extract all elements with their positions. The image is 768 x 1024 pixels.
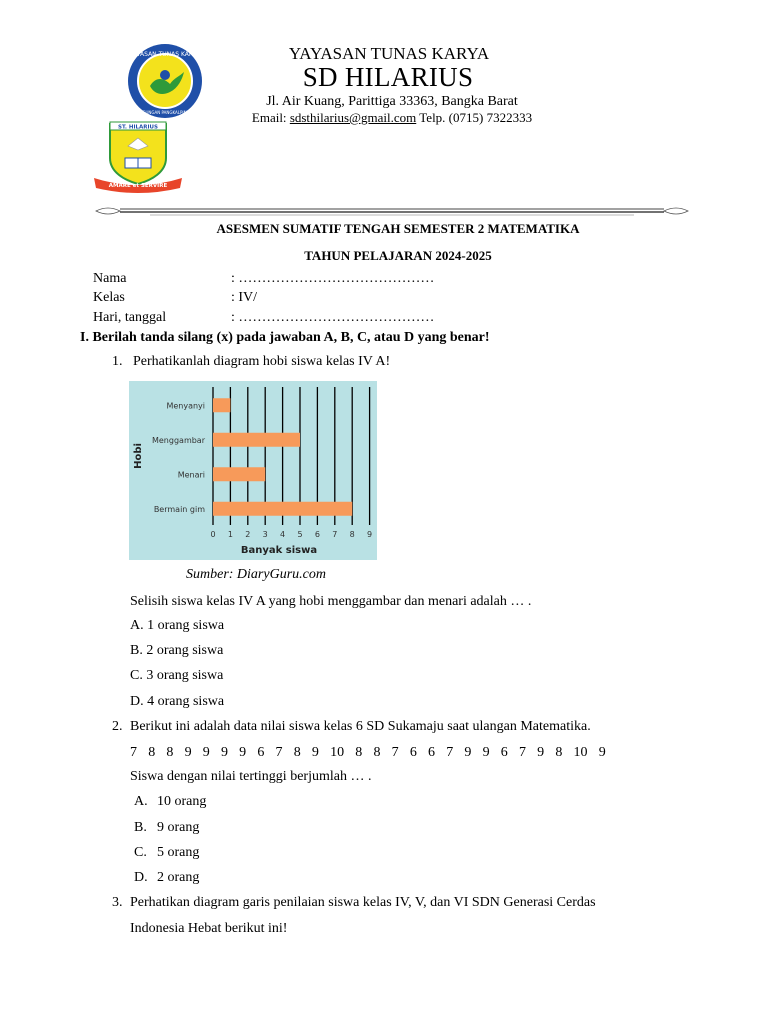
category-label: Menari [177,470,205,480]
field-value-date[interactable]: : …………………………………… [231,310,435,325]
q2-option-a[interactable]: 10 orang [157,794,207,809]
q2-value: 9 [184,745,192,760]
q2-value: 8 [373,745,381,760]
logo2-motto-text: AMARE et SERVIRE [108,183,168,189]
field-value-name[interactable]: : …………………………………… [231,271,435,286]
field-label-date: Hari, tanggal [93,310,167,325]
q2-value: 7 [275,745,283,760]
chart-source: Sumber: DiaryGuru.com [186,567,326,582]
q2-value: 8 [293,745,301,760]
category-label: Menggambar [151,435,205,445]
q2-value: 9 [464,745,472,760]
x-tick-label: 9 [367,530,373,539]
bar-menari [213,467,265,481]
hobby-chart [129,381,377,560]
email-link[interactable]: sdsthilarius@gmail.com [289,110,417,125]
logo2-banner-text: ST. HILARIUS [117,124,159,131]
q1-option-a[interactable]: A. 1 orang siswa [130,618,225,633]
q2-value: 9 [311,745,319,760]
hobby-chart-svg [129,381,377,560]
bar-bermain-gim [213,502,352,516]
q2-option-a-letter: A. [134,794,148,809]
q2-value: 9 [598,745,606,760]
q2-value: 6 [409,745,417,760]
q1-question: Selisih siswa kelas IV A yang hobi menggambar dan menari adalah … . [130,594,532,609]
q2-number: 2. [112,719,123,734]
q2-value: 8 [166,745,174,760]
bar-menyanyi [213,398,230,412]
x-tick-label: 2 [245,530,251,539]
q2-value: 8 [555,745,563,760]
q2-question: Siswa dengan nilai tertinggi berjumlah … . [130,769,372,784]
section-instruction: I. Berilah tanda silang (x) pada jawaban A, B, C, atau D yang benar! [80,330,490,345]
q2-values [130,745,617,761]
q2-stem: Berikut ini adalah data nilai siswa kelas 6 SD Sukamaju saat ulangan Matematika. [130,719,591,734]
q1-stem: Perhatikanlah diagram hobi siswa kelas IV A! [133,354,391,369]
q2-value: 9 [239,745,247,760]
y-axis-label: Hobi [133,443,144,469]
organization-name: YAYASAN TUNAS KARYA [288,44,490,63]
category-label: Menyanyi [166,401,205,411]
hilarius-logo [92,118,184,194]
q1-number: 1. [112,354,123,369]
q2-value: 6 [500,745,508,760]
email-label: Email: [251,110,290,125]
phone-text: Telp. (0715) 7322333 [416,110,533,125]
q2-value: 7 [446,745,454,760]
q2-value: 6 [428,745,435,760]
q1-option-b[interactable]: B. 2 orang siswa [130,643,224,658]
academic-year: TAHUN PELAJARAN 2024-2025 [304,248,492,263]
field-label-name: Nama [93,271,127,286]
q1-option-d[interactable]: D. 4 orang siswa [130,694,225,709]
category-label: Bermain gim [153,504,205,514]
q3-line2: Indonesia Hebat berikut ini! [130,921,288,936]
x-tick-label: 5 [297,530,303,539]
q2-value: 9 [537,745,545,760]
q2-value: 7 [391,745,399,760]
q2-value: 8 [148,745,156,760]
x-tick-label: 0 [210,530,216,539]
field-value-class[interactable]: : IV/ [231,290,258,305]
q2-value: 8 [355,745,363,760]
q2-option-d[interactable]: 2 orang [157,870,200,885]
x-tick-label: 6 [314,530,320,539]
x-tick-label: 8 [349,530,355,539]
q3-line1: Perhatikan diagram garis penilaian siswa kelas IV, V, dan VI SDN Generasi Cerdas [130,895,596,910]
q2-option-b[interactable]: 9 orang [157,820,200,835]
logo1-bottom-text: KEAGUNGAN PANGKALPINANG [134,110,196,115]
q2-option-d-letter: D. [134,870,148,885]
q3-number: 3. [112,895,123,910]
q1-option-c[interactable]: C. 3 orang siswa [130,668,224,683]
q2-value: 10 [573,745,588,760]
q2-value: 9 [220,745,228,760]
bar-menggambar [213,433,300,447]
q2-value: 10 [330,745,345,760]
school-address: Jl. Air Kuang, Parittiga 33363, Bangka Barat [266,94,518,109]
x-tick-label: 3 [262,530,268,539]
school-name: SD HILARIUS [302,62,474,92]
x-tick-label: 7 [332,530,338,539]
q2-value: 7 [130,745,137,760]
header-divider [90,204,694,218]
q2-value: 9 [202,745,210,760]
q2-value: 6 [257,745,265,760]
q2-value: 7 [518,745,526,760]
q2-option-b-letter: B. [134,820,147,835]
q2-option-c-letter: C. [134,845,147,860]
exam-title: ASESMEN SUMATIF TENGAH SEMESTER 2 MATEMATIKA [216,221,580,236]
logo1-top-text: YAYASAN TUNAS KARYA [130,51,200,58]
q2-option-c[interactable]: 5 orang [157,845,200,860]
school-contact [0,110,768,126]
q2-value: 9 [482,745,490,760]
x-axis-label: Banyak siswa [240,545,318,556]
field-label-class: Kelas [93,290,125,305]
x-tick-label: 4 [280,530,286,539]
x-tick-label: 1 [227,530,233,539]
